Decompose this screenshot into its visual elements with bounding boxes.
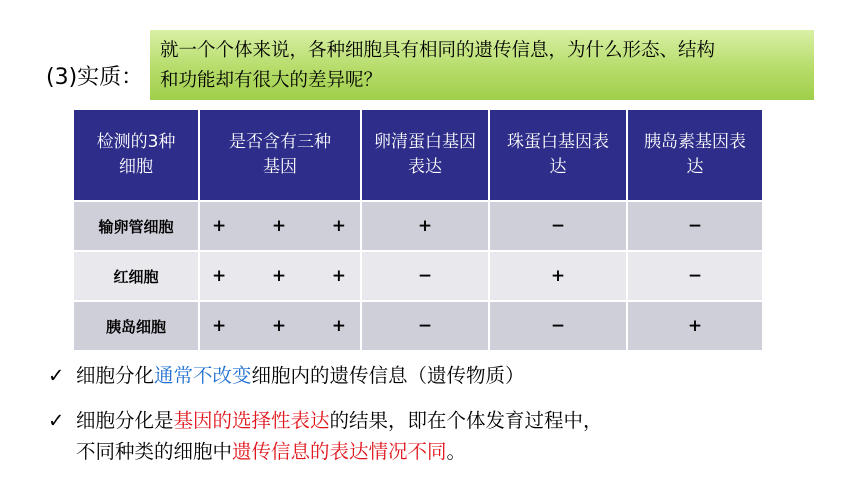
header-insulin: 胰岛素基因表达 (627, 109, 763, 201)
insulin-mark: − (627, 251, 763, 301)
three-genes-cell (199, 201, 361, 251)
gene-mark: + (271, 266, 287, 286)
header-globin: 珠蛋白基因表达 (489, 109, 627, 201)
gene-mark: + (212, 316, 227, 336)
globin-mark: + (489, 251, 627, 301)
ovalbumin-mark: − (361, 301, 489, 351)
section-label: (3)实质： (46, 65, 144, 90)
bullet-selective-expression: ✓ 细胞分化是基因的选择性表达的结果，即在个体发育过程中， (48, 405, 603, 437)
highlight-red-text: 遗传信息的表达情况不同 (232, 440, 447, 463)
three-genes-cell (199, 251, 361, 301)
table-header-row (73, 109, 763, 201)
gene-mark: + (331, 266, 346, 286)
cell-type: 输卵管细胞 (73, 201, 199, 251)
header-cell-type: 检测的3种细胞 (73, 109, 199, 201)
cell-type: 胰岛细胞 (73, 301, 199, 351)
check-icon: ✓ (48, 364, 65, 387)
gene-mark: + (271, 216, 287, 236)
insulin-mark: − (627, 201, 763, 251)
highlight-blue-text: 通常不改变 (154, 364, 252, 387)
gene-mark: + (331, 316, 346, 336)
three-genes-cell (199, 301, 361, 351)
gene-mark: + (212, 216, 227, 236)
highlight-red-text: 基因的选择性表达 (173, 409, 330, 432)
globin-mark: − (489, 201, 627, 251)
bullet-differentiation: ✓ 细胞分化通常不改变细胞内的遗传信息（遗传物质） (48, 360, 525, 392)
gene-expression-table (72, 108, 764, 352)
check-icon: ✓ (48, 409, 65, 432)
globin-mark: − (489, 301, 627, 351)
gene-mark: + (331, 216, 346, 236)
ovalbumin-mark: − (361, 251, 489, 301)
cell-type: 红细胞 (73, 251, 199, 301)
gene-mark: + (271, 316, 287, 336)
table-row (73, 301, 763, 351)
insulin-mark: + (627, 301, 763, 351)
question-banner (150, 30, 814, 100)
question-line-1: 就一个个体来说，各种细胞具有相同的遗传信息，为什么形态、结构 (160, 40, 716, 61)
table-row (73, 201, 763, 251)
gene-mark: + (212, 266, 227, 286)
bullet-continuation: 不同种类的细胞中遗传信息的表达情况不同。 (76, 440, 467, 463)
header-three-genes: 是否含有三种基因 (199, 109, 361, 201)
header-ovalbumin: 卵清蛋白基因表达 (361, 109, 489, 201)
table-row (73, 251, 763, 301)
question-line-2: 和功能却有很大的差异呢？ (160, 70, 383, 91)
ovalbumin-mark: + (361, 201, 489, 251)
